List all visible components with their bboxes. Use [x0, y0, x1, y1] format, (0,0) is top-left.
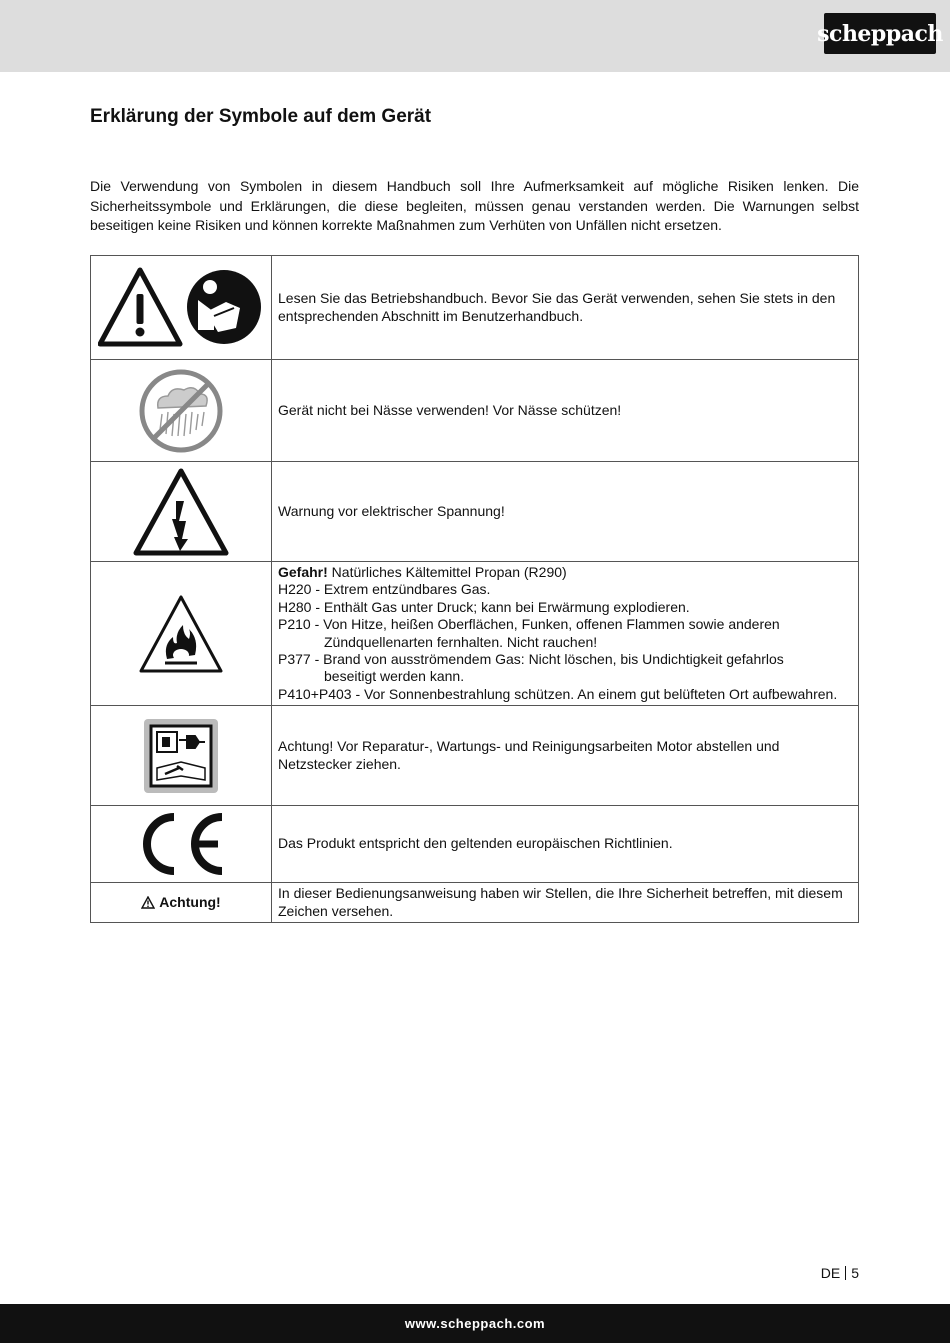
- flammable-warning-icon: [137, 593, 225, 675]
- symbol-cell: [91, 462, 272, 562]
- table-row: [91, 462, 859, 562]
- symbol-cell: [91, 883, 272, 923]
- symbol-description: In dieser Bedienungsanweisung haben wir Stellen, die Ihre Sicherheit betreffen, mit diesem Zeichen versehen.: [272, 883, 859, 923]
- symbol-cell: [91, 256, 272, 360]
- footer-bar: [0, 1304, 950, 1343]
- achtung-label: Achtung!: [159, 893, 221, 910]
- hazard-line: P377 - Brand von ausströmendem Gas: Nicht löschen, bis Undichtigkeit gefahrlos: [278, 650, 784, 667]
- table-row: [91, 562, 859, 706]
- intro-paragraph: Die Verwendung von Symbolen in diesem Handbuch soll Ihre Aufmerksamkeit auf mögliche Risiken lenken. Die Sicherheitssymbole und Erklärungen, die diese begleiten, müssen genau verstanden werden. Die Warnungen selbst beseitigen keine Risiken und können korrekte Maßnahmen zum Verhüten von Unfällen nicht ersetzen.: [90, 178, 859, 233]
- unplug-before-maintenance-icon: [143, 718, 219, 794]
- symbol-description: Lesen Sie das Betriebshandbuch. Bevor Sie das Gerät verwenden, sehen Sie stets in den entsprechenden Abschnitt im Benutzerhandbuch.: [272, 256, 859, 360]
- symbol-description: Gerät nicht bei Nässe verwenden! Vor Nässe schützen!: [272, 360, 859, 462]
- hazard-line: H220 - Extrem entzündbares Gas.: [278, 581, 491, 598]
- symbols-table: [90, 255, 859, 923]
- table-row: [91, 806, 859, 883]
- table-row: [91, 360, 859, 462]
- symbol-cell: [91, 360, 272, 462]
- hazard-line: P410+P403 - Vor Sonnenbestrahlung schützen. An einem gut belüfteten Ort aufbewahren.: [278, 685, 838, 702]
- hazard-line: Zündquellenarten fernhalten. Nicht rauchen!: [324, 633, 598, 650]
- warning-and-read-manual-icon: [98, 266, 264, 350]
- hazard-statements: [278, 564, 852, 703]
- symbol-description: Das Produkt entspricht den geltenden europäischen Richtlinien.: [272, 806, 859, 883]
- symbol-cell: [91, 562, 272, 706]
- symbol-description: Achtung! Vor Reparatur-, Wartungs- und Reinigungsarbeiten Motor abstellen und Netzstecker ziehen.: [272, 706, 859, 806]
- hazard-line: beseitigt werden kann.: [324, 668, 465, 685]
- header-bar: [0, 0, 950, 72]
- page-title: Erklärung der Symbole auf dem Gerät: [90, 106, 432, 127]
- scheppach-logo: scheppach: [824, 13, 936, 54]
- symbol-cell: [91, 806, 272, 883]
- symbol-description: Warnung vor elektrischer Spannung!: [272, 462, 859, 562]
- footer-url: www.scheppach.com: [404, 1316, 546, 1331]
- symbol-description: [272, 562, 859, 706]
- danger-label: Gefahr!: [278, 563, 328, 580]
- electric-voltage-warning-icon: [132, 467, 230, 557]
- danger-text: Natürliches Kältemittel Propan (R290): [327, 563, 567, 580]
- page-separator: [845, 1266, 846, 1280]
- hazard-line: P210 - Von Hitze, heißen Oberflächen, Funken, offenen Flammen sowie anderen: [278, 616, 780, 633]
- hazard-line: H280 - Enthält Gas unter Druck; kann bei Erwärmung explodieren.: [278, 598, 690, 615]
- ce-mark-icon: [134, 811, 228, 877]
- table-row: [91, 883, 859, 923]
- no-rain-icon: [138, 368, 224, 454]
- table-row: [91, 706, 859, 806]
- page-number: [821, 1265, 859, 1281]
- page-lang: DE: [820, 1265, 841, 1281]
- warning-triangle-small-icon: [141, 896, 155, 909]
- table-row: [91, 256, 859, 360]
- page-count: 5: [851, 1265, 859, 1281]
- symbol-cell: [91, 706, 272, 806]
